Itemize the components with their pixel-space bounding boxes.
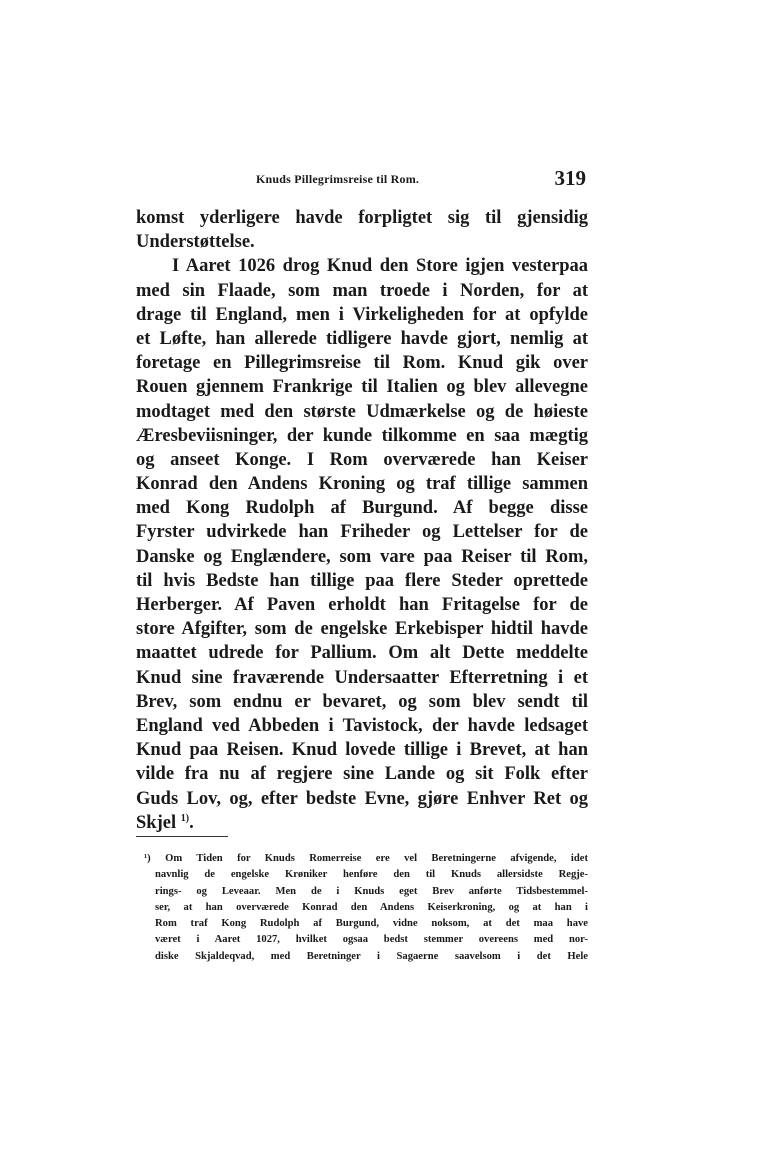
footnote-line: ser, at han overværede Konrad den Andens Keiserkroning, og at han i: [155, 901, 588, 913]
text-line: drage til England, men i Virkeligheden for at opfylde: [136, 304, 588, 325]
text-line: Æresbeviisninger, der kunde tilkomme en saa mægtig: [136, 425, 588, 446]
text-line: Guds Lov, og, efter bedste Evne, gjøre Enhver Ret og: [136, 788, 588, 809]
page-number: 319: [554, 166, 586, 190]
footnote-marker: ¹): [144, 853, 151, 864]
running-title: Knuds Pillegrimsreise til Rom.: [256, 172, 420, 186]
footnote-reference[interactable]: 1): [180, 812, 190, 824]
text-line: Brev, som endnu er bevaret, og som blev sendt til: [136, 691, 588, 712]
text-line: Rouen gjennem Frankrige til Italien og blev allevegne: [136, 377, 588, 398]
text-line: foretage en Pillegrimsreise til Rom. Knud gik over: [136, 353, 588, 374]
text-line: og anseet Konge. I Rom overværede han Keiser: [136, 449, 588, 470]
footnote-line: navnlig de engelske Krøniker henføre den til Knuds allersidste Regje-: [155, 869, 588, 881]
text-line: Danske og Englændere, som vare paa Reiser til Rom,: [136, 546, 588, 567]
footnote-text: Om Tiden for Knuds Romerreise ere vel Beretningerne afvigende, idet: [165, 853, 588, 864]
footnote-line: diske Skjaldeqvad, med Beretninger i Sagaerne saavelsom i det Hele: [155, 950, 588, 962]
text-line: modtaget med den største Udmærkelse og de høieste: [136, 401, 588, 422]
text-line: Knud paa Reisen. Knud lovede tillige i Brevet, at han: [136, 740, 588, 761]
text-line: Herberger. Af Paven erholdt han Fritagelse for de: [136, 595, 588, 615]
text-line: vilde fra nu af regjere sine Lande og sit Folk efter: [136, 764, 588, 785]
page-header: [136, 166, 588, 192]
footnote-line: Rom traf Kong Rudolph af Burgund, vidne noksom, at det maa have: [155, 918, 588, 930]
body-text: [136, 206, 588, 835]
text-line: komst yderligere havde forpligtet sig til gjensidig: [136, 208, 588, 228]
text-line: til hvis Bedste han tillige paa flere Steder oprettede: [136, 570, 588, 591]
footnote: [144, 851, 588, 965]
text-line: maattet udrede for Pallium. Om alt Dette meddelte: [136, 643, 588, 664]
text-line: store Afgifter, som de engelske Erkebisper hidtil havde: [136, 619, 588, 640]
footnote-line: været i Aaret 1027, hvilket ogsaa bedst stemmer overeens med nor-: [155, 934, 588, 946]
text-line: med Kong Rudolph af Burgund. Af begge disse: [136, 498, 588, 519]
footnote-line: [144, 851, 588, 867]
text-line: Konrad den Andens Kroning og traf tillige sammen: [136, 474, 588, 495]
text-line-last: Skjel $^{1)}$.: [136, 812, 194, 833]
text-line: med sin Flaade, som man troede i Norden, for at: [136, 280, 588, 301]
text-line: Understøttelse.: [136, 232, 255, 253]
text-line: I Aaret 1026 drog Knud den Store igjen vesterpaa: [172, 256, 588, 277]
text-line: Fyrster udvirkede han Friheder og Lettelser for de: [136, 522, 588, 543]
text-line: et Løfte, han allerede tidligere havde gjort, nemlig at: [136, 328, 588, 349]
text-line: Skjel: [136, 812, 177, 833]
footnote-divider: [136, 836, 228, 837]
text-line: England ved Abbeden i Tavistock, der havde ledsaget: [136, 715, 588, 736]
text-line: Knud sine fraværende Undersaatter Efterretning i et: [136, 667, 588, 688]
footnote-line: rings- og Leveaar. Men de i Knuds eget Brev anførte Tidsbestemmel-: [155, 885, 588, 897]
